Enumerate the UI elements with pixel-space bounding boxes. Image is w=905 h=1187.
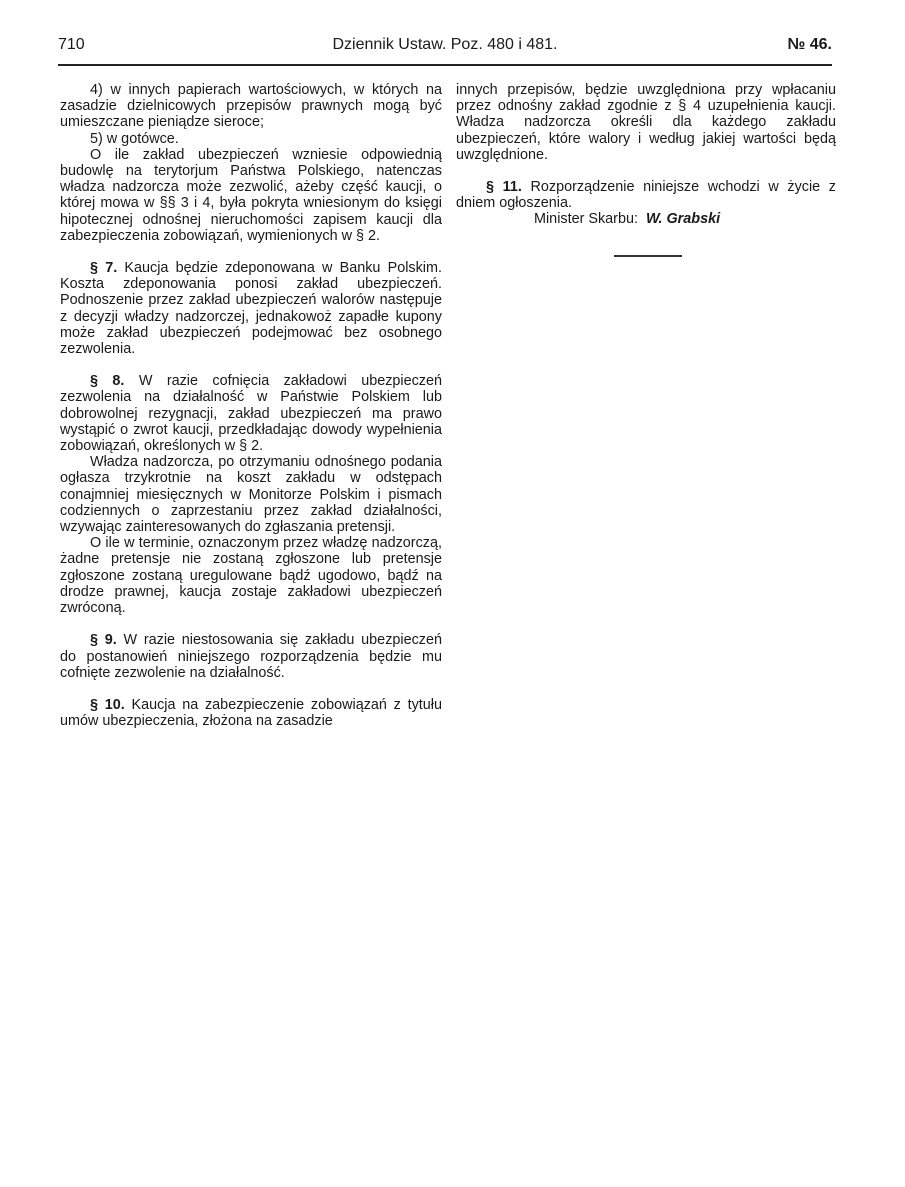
section-text: W razie niestosowania się zakładu ubezpieczeń do postanowień niniejszego rozporządzenia będzie mu cofnięte zezwolenie na działalność. xyxy=(60,632,442,681)
section-8 xyxy=(60,373,442,454)
signature-name: W. Grabski xyxy=(645,211,721,228)
section-label: § 10. xyxy=(90,696,125,713)
header-rule xyxy=(58,64,832,66)
section-10 xyxy=(60,697,442,729)
signature-title: Minister Skarbu: xyxy=(534,211,638,228)
section-7 xyxy=(60,260,442,357)
section-label: § 8. xyxy=(90,373,125,390)
page-header xyxy=(58,36,832,58)
signature xyxy=(456,211,836,227)
end-rule xyxy=(614,255,682,257)
section-label: § 9. xyxy=(90,632,117,649)
section-11 xyxy=(456,179,836,211)
section-label: § 7. xyxy=(90,260,118,277)
page-number: 710 xyxy=(58,36,85,53)
list-item-4: 4) w innych papierach wartościowych, w których na zasadzie dzielnicowych przepisów prawnych mogą być umieszczane pieniądze sieroce; xyxy=(60,82,442,131)
section-9 xyxy=(60,632,442,681)
issue-number: № 46. xyxy=(787,36,832,53)
paragraph: Władza nadzorcza, po otrzymaniu odnośnego podania ogłasza trzykrotnie na koszt zakładu w odstępach conajmniej miesięcznych w Monitorze Polskim i pismach codziennych o zaprzestaniu przez zakład działalności, wzywając zainteresowanych do zgłaszania pretensji. xyxy=(60,454,442,536)
journal-title: Dziennik Ustaw. Poz. 480 i 481. xyxy=(332,36,558,53)
section-label: § 11. xyxy=(486,179,522,196)
paragraph: O ile w terminie, oznaczonym przez władzę nadzorczą, żadne pretensje nie zostaną zgłoszone lub pretensje zgłoszone zostaną uregulowane bądź ugodowo, bądź na drodze prawnej, kaucja zostaje zakładowi ubezpieczeń zwróconą. xyxy=(60,535,442,617)
list-item-5: 5) w gotówce. xyxy=(90,130,179,147)
paragraph: O ile zakład ubezpieczeń wzniesie odpowiednią budowlę na terytorjum Państwa Polskiego, natenczas władza nadzorcza może zezwolić, ażeby część kaucji, o której mowa w §§ 3 i 4, była pokryta wniesionym do księgi hipotecznej odnośnej nieruchomości zapisem kaucji dla zabezpieczenia zobowiązań, wymienionych w § 2. xyxy=(60,146,442,244)
section-text: Kaucja na zabezpieczenie zobowiązań z tytułu umów ubezpieczenia, złożona na zasadzie xyxy=(60,696,442,730)
section-text: Rozporządzenie niniejsze wchodzi w życie z dniem ogłoszenia. xyxy=(456,179,836,212)
right-column xyxy=(456,82,836,228)
paragraph: innych przepisów, będzie uwzględniona przy wpłacaniu przez odnośny zakład zgodnie z § 4 uzupełnienia kaucji. Władza nadzorcza określi dla każdego zakładu ubezpieczeń, które walory i według jakiej wartości będą uwzględnione. xyxy=(456,82,836,163)
left-column xyxy=(60,82,442,729)
section-text: Kaucja będzie zdeponowana w Banku Polskim. Koszta zdeponowania ponosi zakład ubezpieczeń. Podnoszenie przez zakład ubezpieczeń walorów następuje z decyzji władzy nadzorczej, jednakowoż zapadłe kupony może zakład ubezpieczeń podejmować bez osobnego zezwolenia. xyxy=(60,260,442,358)
section-text: W razie cofnięcia zakładowi ubezpieczeń zezwolenia na działalność w Państwie Polskiem lub dobrowolnej rezygnacji, zakład ubezpieczeń ma prawo wystąpić o zwrot kaucji, przedkładając dowody wypełnienia zobowiązań, określonych w § 2. xyxy=(60,373,443,455)
